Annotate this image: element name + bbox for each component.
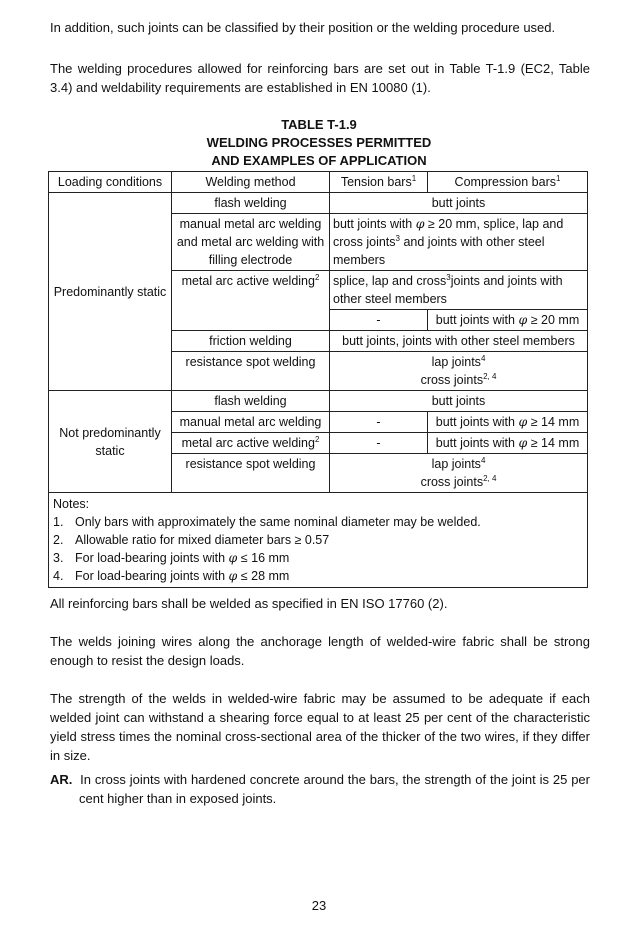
tension-metal-arc-active: - [330, 310, 428, 331]
header-tension-bars: Tension bars$^1$ [330, 172, 428, 193]
table-row [49, 193, 588, 214]
method-metal-arc-active-2: metal arc active welding$^2$ [172, 433, 330, 454]
result-resistance-spot: lap joints$^4$ cross joints$^{2, 4}$ [330, 352, 588, 391]
method-flash-welding-2: flash welding [172, 391, 330, 412]
loading-predominantly-static: Predominantly static [49, 193, 172, 391]
tension-metal-arc-active-2: - [330, 433, 428, 454]
table-row [49, 391, 588, 412]
note-2: 2. Allowable ratio for mixed diameter bars ≥ 0.57 [53, 533, 330, 547]
welding-processes-table [48, 171, 588, 588]
tension-manual-metal-arc-2: - [330, 412, 428, 433]
method-metal-arc-active: metal arc active welding$^2$ [172, 271, 330, 331]
method-flash-welding: flash welding [172, 193, 330, 214]
result-friction-welding: butt joints, joints with other steel members [330, 331, 588, 352]
iso-paragraph: All reinforcing bars shall be welded as specified in EN ISO 17760 (2). [50, 596, 448, 611]
table-notes [49, 493, 588, 588]
page-number: 23 [311, 898, 327, 913]
ar-label: AR. [50, 772, 73, 787]
table-title-line-2: AND EXAMPLES OF APPLICATION [211, 153, 427, 168]
method-resistance-spot-2: resistance spot welding [172, 454, 330, 493]
result-manual-metal-arc: butt joints with φ ≥ 20 mm, splice, lap and cross joints$^3$ and joints with other steel members [330, 214, 588, 271]
method-resistance-spot: resistance spot welding [172, 352, 330, 391]
method-manual-metal-arc-2: manual metal arc welding [172, 412, 330, 433]
result-flash-welding-2: butt joints [330, 391, 588, 412]
header-compression-bars: Compression bars$^1$ [428, 172, 588, 193]
compression-manual-metal-arc-2: butt joints with φ ≥ 14 mm [428, 412, 588, 433]
procedures-paragraph: The welding procedures allowed for reinforcing bars are set out in Table T-1.9 (EC2, Table 3.4) and weldability requirements are established in EN 10080 (1). [50, 61, 590, 95]
ar-paragraph [50, 770, 590, 808]
notes-row [49, 493, 588, 588]
result-resistance-spot-2: lap joints$^4$ cross joints$^{2, 4}$ [330, 454, 588, 493]
result-metal-arc-active: splice, lap and cross$^3$joints and joints with other steel members [330, 271, 588, 310]
result-flash-welding: butt joints [330, 193, 588, 214]
note-1: 1. Only bars with approximately the same nominal diameter may be welded. [53, 515, 481, 529]
method-manual-metal-arc: manual metal arc welding and metal arc welding with filling electrode [172, 214, 330, 271]
note-3: 3. For load-bearing joints with φ ≤ 16 mm [53, 550, 290, 565]
intro-paragraph: In addition, such joints can be classified by their position or the welding procedure used. [50, 20, 556, 35]
table-header-row [49, 172, 588, 193]
compression-metal-arc-active-2: butt joints with φ ≥ 14 mm [428, 433, 588, 454]
compression-metal-arc-active: butt joints with φ ≥ 20 mm [428, 310, 588, 331]
ar-text: In cross joints with hardened concrete around the bars, the strength of the joint is 25 per cent higher than in exposed joints. [79, 772, 590, 806]
strength-paragraph: The strength of the welds in welded-wire fabric may be assumed to be adequate if each welded joint can withstand a shearing force equal to at least 25 per cent of the characteristic yield stress times the nominal cross-sectional area of the thicker of the two wires, if they differ in size. [50, 691, 590, 763]
loading-not-predominantly-static: Not predominantly static [49, 391, 172, 493]
wires-paragraph: The welds joining wires along the anchorage length of welded-wire fabric shall be strong enough to resist the design loads. [50, 634, 590, 668]
note-4: 4. For load-bearing joints with φ ≤ 28 mm [53, 568, 290, 583]
header-loading-conditions: Loading conditions [49, 172, 172, 193]
method-friction-welding: friction welding [172, 331, 330, 352]
notes-title: Notes: [53, 497, 90, 511]
header-welding-method: Welding method [172, 172, 330, 193]
table-title-number: TABLE T-1.9 [281, 117, 357, 132]
table-title-line-1: WELDING PROCESSES PERMITTED [206, 135, 432, 150]
